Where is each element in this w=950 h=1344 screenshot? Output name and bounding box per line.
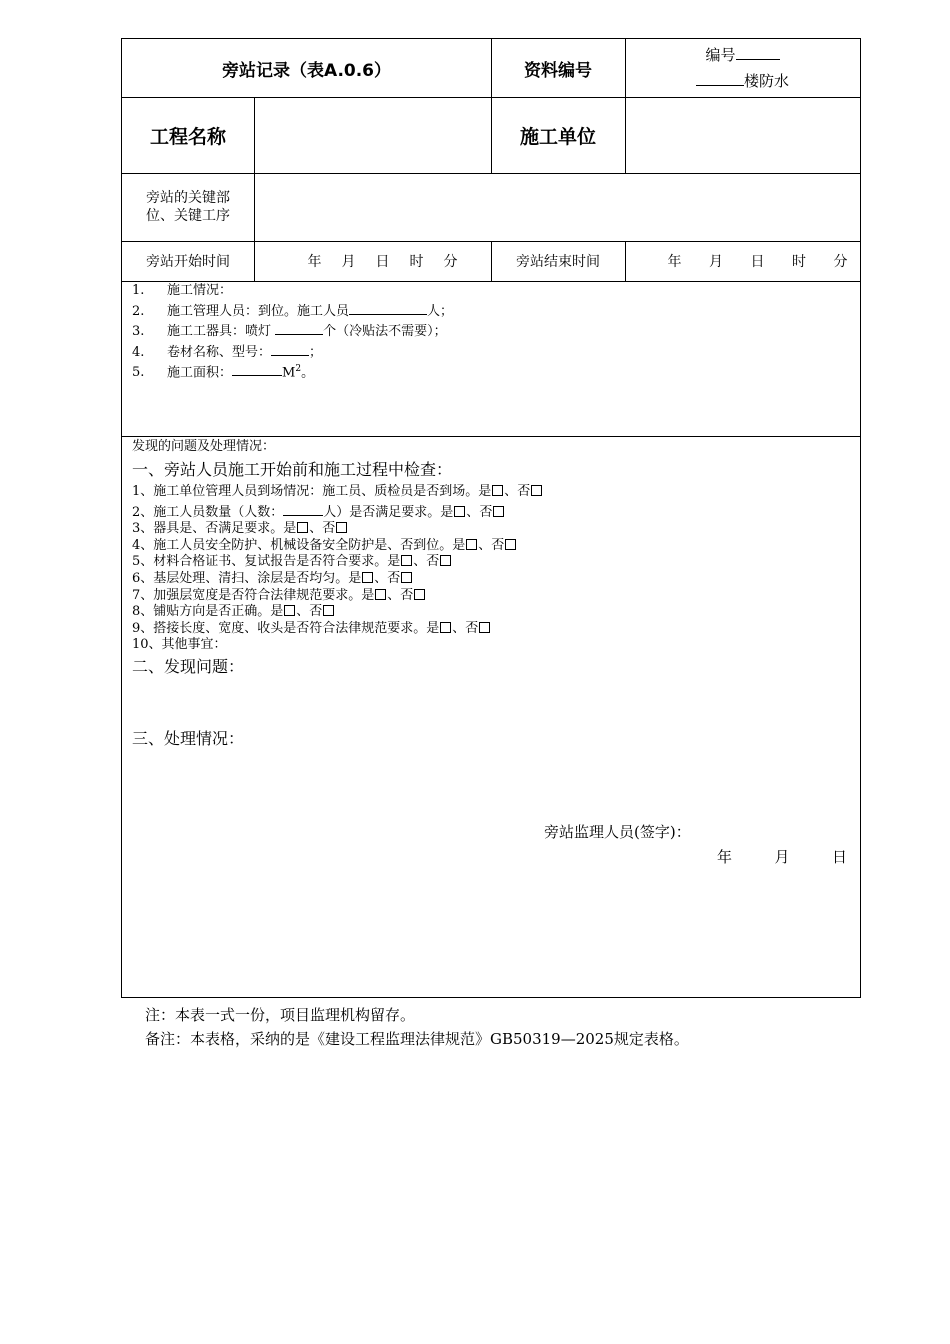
check-text: 9、搭接长度、宽度、收头是否符合法律规范要求。是	[132, 620, 440, 636]
check-item	[132, 538, 852, 555]
end-time-label: 旁站结束时间	[516, 254, 600, 270]
line-number: 2.	[132, 303, 145, 319]
section-heading: 二、发现问题：	[132, 656, 245, 676]
line-number: 5.	[132, 365, 145, 381]
signature-label: 旁站监理人员(签字)：	[544, 823, 691, 841]
no-checkbox[interactable]	[505, 539, 516, 550]
project-name-field[interactable]	[254, 97, 491, 173]
check-text: 6、基层处理、清扫、涂层是否均匀。是	[132, 570, 362, 586]
separator: 、	[504, 484, 518, 499]
yes-checkbox[interactable]	[454, 506, 465, 517]
yes-checkbox[interactable]	[362, 572, 373, 583]
no-checkbox[interactable]	[336, 522, 347, 533]
construction-line	[132, 320, 852, 341]
month-text: 月	[341, 254, 356, 270]
separator: 、	[466, 504, 480, 520]
check-item	[132, 521, 852, 538]
line-number: 4.	[132, 344, 145, 360]
no-text: 否	[479, 504, 493, 520]
signature-date[interactable]	[717, 846, 847, 867]
no-text: 否	[426, 554, 440, 570]
construction-line	[132, 361, 852, 382]
line-text: 施工管理人员：到位。施工人员	[167, 303, 350, 319]
end-time-field[interactable]	[625, 241, 860, 281]
start-time-field[interactable]	[254, 241, 491, 281]
check-item	[132, 621, 852, 638]
check-text: 5、材料合格证书、复试报告是否符合要求。是	[132, 554, 401, 570]
no-checkbox[interactable]	[414, 589, 425, 600]
minute-text: 分	[833, 254, 848, 270]
issues-heading: 发现的问题及处理情况：	[132, 439, 276, 454]
check-item: 10、其他事宜：	[132, 637, 227, 653]
day-text: 日	[375, 254, 390, 270]
line-text: 个（冷贴法不需要）；	[323, 324, 447, 339]
yes-checkbox[interactable]	[375, 589, 386, 600]
yes-checkbox[interactable]	[401, 555, 412, 566]
separator: 、	[387, 587, 401, 603]
check-text: 1、施工单位管理人员到场情况：施工员、质检员是否到场。是	[132, 484, 492, 499]
no-checkbox[interactable]	[401, 572, 412, 583]
no-text: 否	[387, 570, 401, 586]
year-text: 年	[717, 848, 733, 866]
project-name-label: 工程名称	[149, 125, 226, 148]
form-title: 旁站记录（表A.0.6）	[221, 60, 392, 81]
no-checkbox[interactable]	[531, 485, 542, 496]
record-form	[121, 38, 861, 998]
issues-section[interactable]	[132, 438, 852, 750]
check-item	[132, 571, 852, 588]
no-text: 否	[465, 620, 479, 636]
no-checkbox[interactable]	[440, 555, 451, 566]
line-number: 1.	[132, 283, 145, 298]
doc-no-label: 资料编号	[524, 60, 592, 81]
separator: 、	[309, 521, 323, 537]
separator: 、	[374, 570, 388, 586]
start-time-label: 旁站开始时间	[146, 254, 230, 270]
key-process-field[interactable]	[254, 173, 860, 241]
code-suffix: 楼防水	[743, 72, 789, 90]
section-heading: 三、处理情况：	[132, 728, 245, 748]
construction-line	[132, 341, 852, 362]
hour-text: 时	[792, 254, 806, 270]
checklist	[132, 484, 852, 654]
day-text: 日	[750, 254, 765, 270]
check-text: 4、施工人员安全防护、机械设备安全防护是、否到位。是	[132, 537, 466, 553]
minute-text: 分	[443, 254, 458, 270]
no-checkbox[interactable]	[479, 622, 490, 633]
month-text: 月	[774, 848, 790, 866]
key-process-label-line: 位、关键工序	[146, 208, 230, 224]
construction-line	[132, 300, 852, 321]
separator: 、	[413, 554, 427, 570]
line-text: 人；	[427, 303, 454, 319]
yes-checkbox[interactable]	[440, 622, 451, 633]
check-text: 8、铺贴方向是否正确。是	[132, 604, 284, 620]
yes-checkbox[interactable]	[492, 485, 503, 496]
key-process-label-line: 旁站的关键部	[146, 190, 230, 206]
unit-superscript: 2	[295, 364, 302, 374]
code-suffix-line	[696, 68, 789, 94]
yes-checkbox[interactable]	[284, 605, 295, 616]
no-text: 否	[400, 587, 414, 603]
check-item	[132, 484, 852, 501]
no-text: 否	[322, 521, 336, 537]
no-checkbox[interactable]	[323, 605, 334, 616]
check-item	[132, 604, 852, 621]
section-heading: 一、旁站人员施工开始前和施工过程中检查：	[132, 460, 453, 479]
yes-checkbox[interactable]	[297, 522, 308, 533]
day-text: 日	[831, 848, 847, 866]
separator: 、	[478, 537, 492, 553]
row-divider	[122, 436, 860, 437]
month-text: 月	[709, 254, 723, 270]
line-text: 施工情况：	[167, 283, 233, 298]
separator: 、	[452, 620, 466, 636]
no-checkbox[interactable]	[493, 506, 504, 517]
line-text: ；	[309, 344, 323, 360]
no-text: 否	[517, 484, 531, 499]
doc-no-field[interactable]	[625, 39, 860, 97]
code-label: 编号	[705, 46, 736, 64]
check-text: 2、施工人员数量（人数：	[132, 504, 284, 520]
check-text: 3、器具是、否满足要求。是	[132, 521, 297, 537]
line-text: 。	[301, 365, 315, 381]
year-text: 年	[667, 254, 682, 270]
yes-checkbox[interactable]	[466, 539, 477, 550]
key-process-label	[122, 173, 254, 241]
unit-text: M	[282, 365, 296, 381]
check-item	[132, 554, 852, 571]
line-number: 3.	[132, 324, 145, 339]
check-text: 7、加强层宽度是否符合法律规范要求。是	[132, 587, 375, 603]
separator: 、	[296, 604, 310, 620]
line-text: 施工工器具：喷灯	[167, 324, 272, 339]
construction-info[interactable]	[132, 282, 852, 382]
contractor-label: 施工单位	[519, 125, 596, 148]
no-text: 否	[491, 537, 505, 553]
no-text: 否	[309, 604, 323, 620]
check-item	[132, 588, 852, 605]
hour-text: 时	[409, 254, 424, 270]
construction-line	[132, 282, 852, 300]
year-text: 年	[307, 254, 322, 270]
remark-line: 备注：本表格，采纳的是《建设工程监理法律规范》GB50319—2025规定表格。	[145, 1030, 689, 1048]
note-line: 注：本表一式一份，项目监理机构留存。	[145, 1006, 416, 1024]
contractor-field[interactable]	[625, 97, 860, 173]
check-item	[132, 501, 852, 522]
check-text: 人）是否满足要求。是	[323, 504, 454, 520]
code-line	[705, 42, 779, 68]
line-text: 卷材名称、型号：	[167, 344, 272, 360]
line-text: 施工面积：	[167, 365, 233, 381]
